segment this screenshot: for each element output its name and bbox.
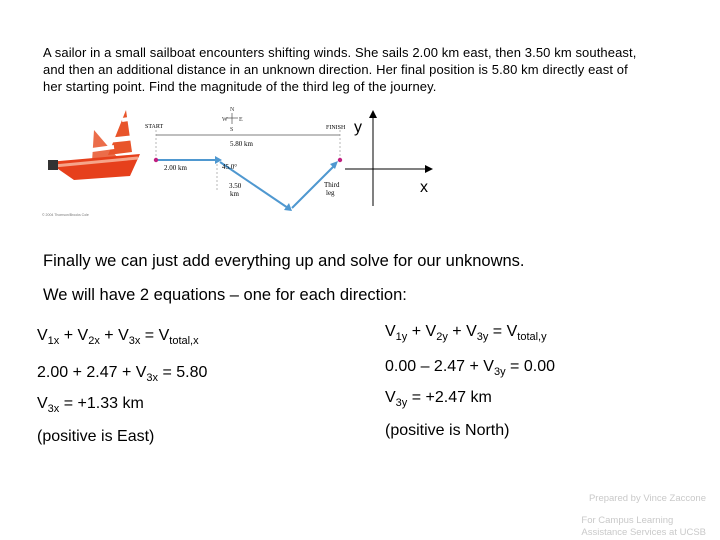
equation-y-sum: $V_{1y} + V_{2y} + V_{3y} = V_{total,y}$ — [385, 323, 547, 343]
total-distance-label: 5.80 km — [230, 140, 253, 148]
problem-line: her starting point. Find the magnitude of the third leg of the journey. — [43, 79, 437, 94]
credit-org — [581, 515, 706, 539]
finish-point — [338, 158, 342, 162]
equation-y-values: $0.00 - 2.47 + V_{3y} = 0.00$ — [385, 358, 555, 378]
y-direction-note: (positive is North) — [385, 422, 510, 439]
problem-statement — [43, 44, 703, 95]
vector-diagram — [34, 100, 354, 225]
figure-copyright: © 2004 Thomson/Brooks Cole — [42, 213, 89, 217]
start-label: START — [145, 124, 164, 130]
x-axis-label: x — [420, 179, 428, 196]
second-leg-unit: km — [230, 190, 239, 198]
angle-label: 45.0° — [222, 163, 238, 171]
equation-x-values: $2.00 + 2.47 + V_{3x} = 5.80$ — [37, 364, 208, 384]
equation-x-result: $V_{3x} = +1.33$ km — [37, 395, 144, 415]
second-leg-label: 3.50 — [229, 182, 242, 190]
first-leg-label: 2.00 km — [164, 164, 187, 172]
third-leg-label-2: leg — [326, 189, 335, 197]
problem-line: A sailor in a small sailboat encounters shifting winds. She sails 2.00 km east, then 3.50 km southeast, — [43, 45, 637, 60]
summary-text: Finally we can just add everything up and solve for our unknowns. — [43, 252, 525, 270]
credit-org-line2: Assistance Services at UCSB — [581, 527, 706, 538]
credit-org-line1: For Campus Learning — [581, 515, 674, 526]
third-leg-label: Third — [324, 181, 340, 189]
compass-icon — [222, 107, 243, 133]
x-direction-note: (positive is East) — [37, 428, 155, 445]
compass-e: E — [239, 117, 243, 123]
xy-axes — [345, 108, 445, 208]
compass-w: W — [222, 117, 228, 123]
compass-n: N — [230, 107, 235, 113]
equations-intro: We will have 2 equations – one for each direction: — [43, 286, 407, 304]
sailboat-icon — [48, 110, 140, 180]
start-point — [154, 158, 158, 162]
credit-author: Prepared by Vince Zaccone — [588, 493, 706, 504]
y-axis-label: y — [354, 119, 362, 136]
equation-y-result: $V_{3y} = +2.47$ km — [385, 389, 492, 409]
compass-s: S — [230, 127, 234, 133]
finish-label: FINISH — [326, 125, 346, 131]
equation-x-sum: $V_{1x} + V_{2x} + V_{3x} = V_{total,x}$ — [37, 327, 199, 347]
problem-line: and then an additional distance in an unknown direction. Her final position is 5.80 km directly east of — [43, 62, 628, 77]
